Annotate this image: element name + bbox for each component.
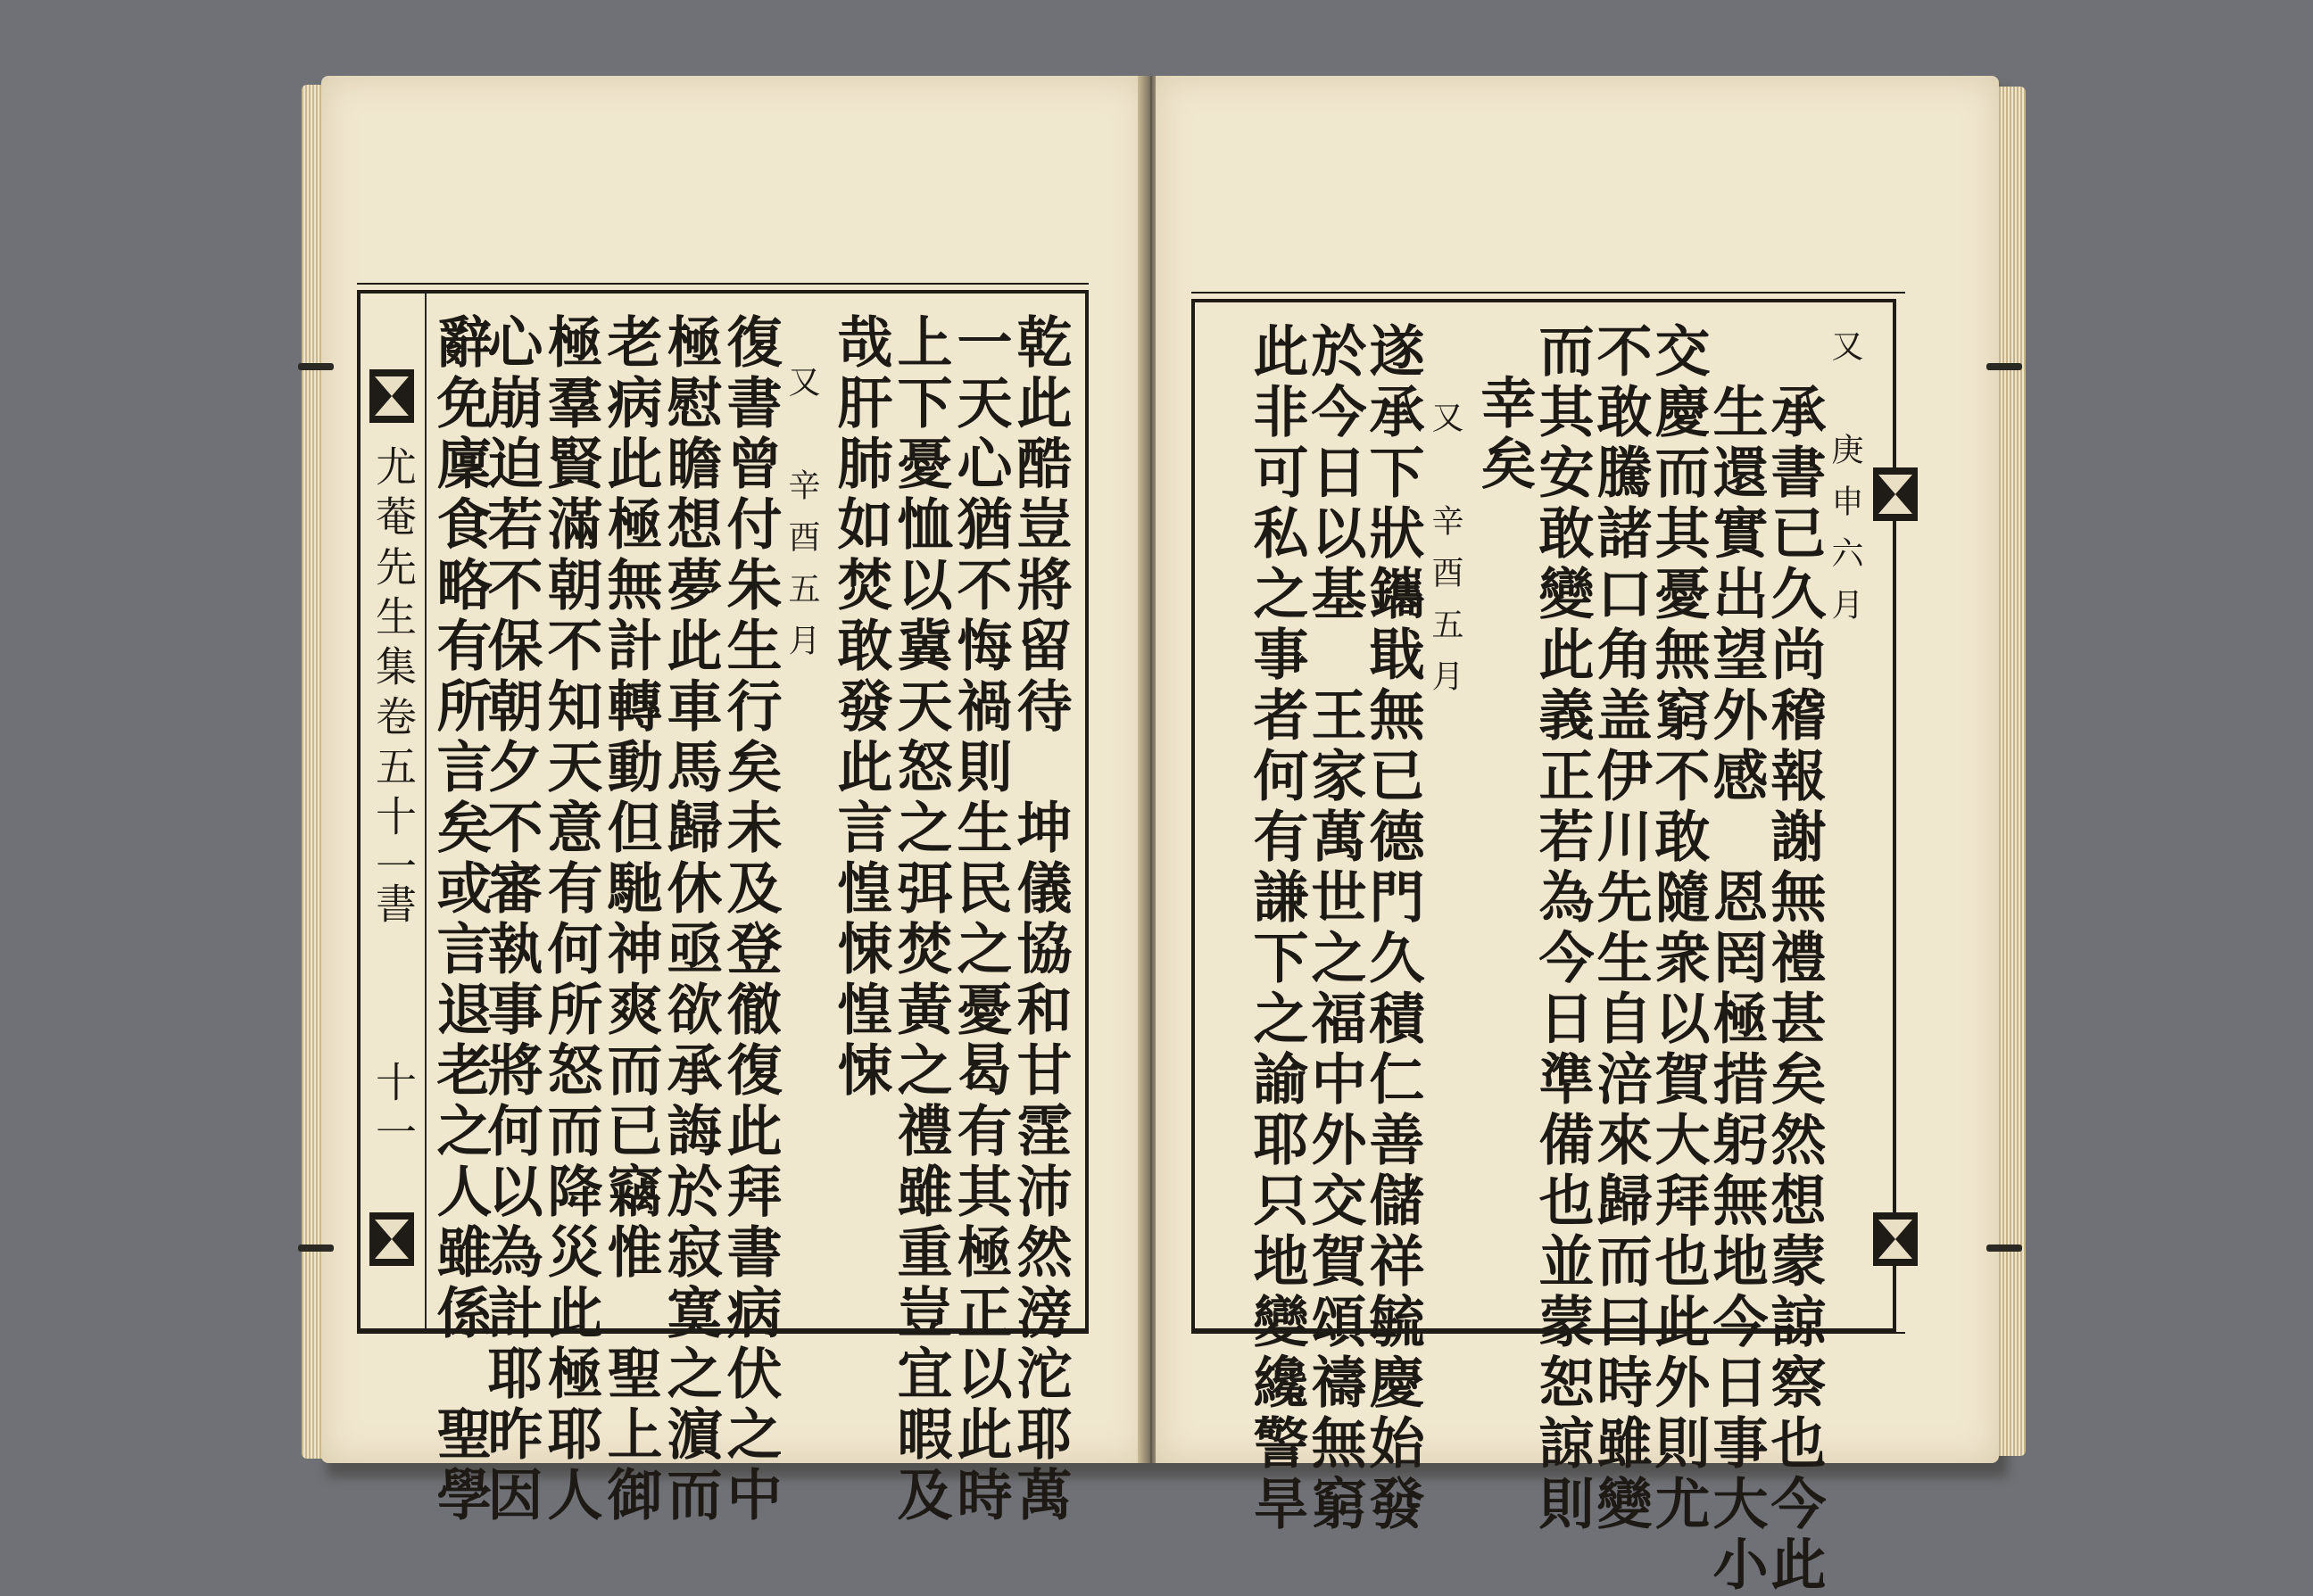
right-text-frame bbox=[1191, 299, 1896, 1596]
left-text-frame bbox=[357, 290, 1089, 1526]
right-page bbox=[1156, 76, 1999, 1596]
spine-section: 書 bbox=[369, 882, 418, 932]
text-column-5: 而其安敢變此義正若為今日準備也並蒙恕諒則 bbox=[1530, 322, 1595, 1535]
binding-thread bbox=[298, 1245, 334, 1252]
text-column-10: 此非可私之事者何有謙下之諭耶只地變纔警旱 bbox=[1244, 322, 1309, 1535]
text-column-8: 遂承下狀鑴戢無已德門久積仁善儲祥毓慶始發 bbox=[1360, 322, 1425, 1535]
fishtail-ornament-bottom bbox=[369, 1212, 414, 1266]
fishtail-ornament-top bbox=[369, 369, 414, 423]
binding-thread bbox=[1986, 1245, 2022, 1252]
binding-thread bbox=[298, 363, 334, 370]
text-column-4: 不敢騰諸口角盖伊川先生自涪來歸而曰時雖變 bbox=[1588, 322, 1653, 1535]
top-rule bbox=[357, 283, 1089, 285]
text-column-6: 復書曾付朱生行矣未及登徹復此拜書病伏之中 bbox=[717, 313, 783, 1526]
letter-heading: 又 庚申六月 bbox=[1827, 329, 1863, 640]
text-column-3: 交慶而其憂無窮不敢隨衆以賀大拜也此外則尤 bbox=[1646, 322, 1711, 1535]
open-book bbox=[321, 76, 1999, 1596]
text-column-9: 極羣賢滿朝不知天意有何所怒而降災此極耶人 bbox=[538, 313, 603, 1526]
text-column-4: 哉肝肺如焚敢發此言惶悚惶悚 bbox=[828, 313, 893, 1102]
spine-divider bbox=[425, 294, 427, 1328]
text-column-2: 生還實出望外感 恩罔極措躬無地今日事大小 bbox=[1704, 383, 1769, 1596]
text-column-1: 承書已久尚稽報謝無禮甚矣然想蒙諒察也今此 bbox=[1762, 383, 1827, 1596]
text-column-1: 乾此酷豈將留待 坤儀協和甘霔沛然滂沱耶萬 bbox=[1007, 313, 1073, 1526]
text-column-10: 心崩迫若不保朝夕不審執事將何以為計耶昨因 bbox=[478, 313, 543, 1526]
text-column-11: 辭免廩食略有所言矣或言退老之人雖係 聖學 bbox=[427, 313, 493, 1526]
letter-heading: 又 辛酉五月 bbox=[783, 365, 820, 675]
letter-heading-2: 又 辛酉五月 bbox=[1427, 401, 1463, 711]
spine-title: 尤菴先生集卷五十一 bbox=[369, 445, 418, 895]
text-column-2: 一天心猶不悔禍則生民之憂曷有其極正以此時 bbox=[948, 313, 1013, 1526]
text-column-6: 幸矣 bbox=[1472, 374, 1537, 495]
text-column-7: 極慰瞻想夢此車馬歸休亟欲承誨於寂寞之濵而 bbox=[658, 313, 723, 1526]
spine-page-number: 十一 bbox=[369, 1061, 418, 1161]
text-column-3: 上下憂恤以冀天怒之弭焚黃之禮雖重豈宜暇及 bbox=[888, 313, 953, 1526]
text-column-9: 於今日以基 王家萬世之福中外交賀頌禱無窮 bbox=[1302, 322, 1367, 1535]
text-column-8: 老病此極無計轉動但馳神爽而已竊惟 聖上御 bbox=[598, 313, 663, 1526]
top-rule bbox=[1191, 292, 1905, 294]
fishtail-ornament-top bbox=[1873, 467, 1918, 521]
binding-thread bbox=[1986, 363, 2022, 370]
fishtail-ornament-bottom bbox=[1873, 1212, 1918, 1266]
left-page bbox=[321, 76, 1147, 1526]
